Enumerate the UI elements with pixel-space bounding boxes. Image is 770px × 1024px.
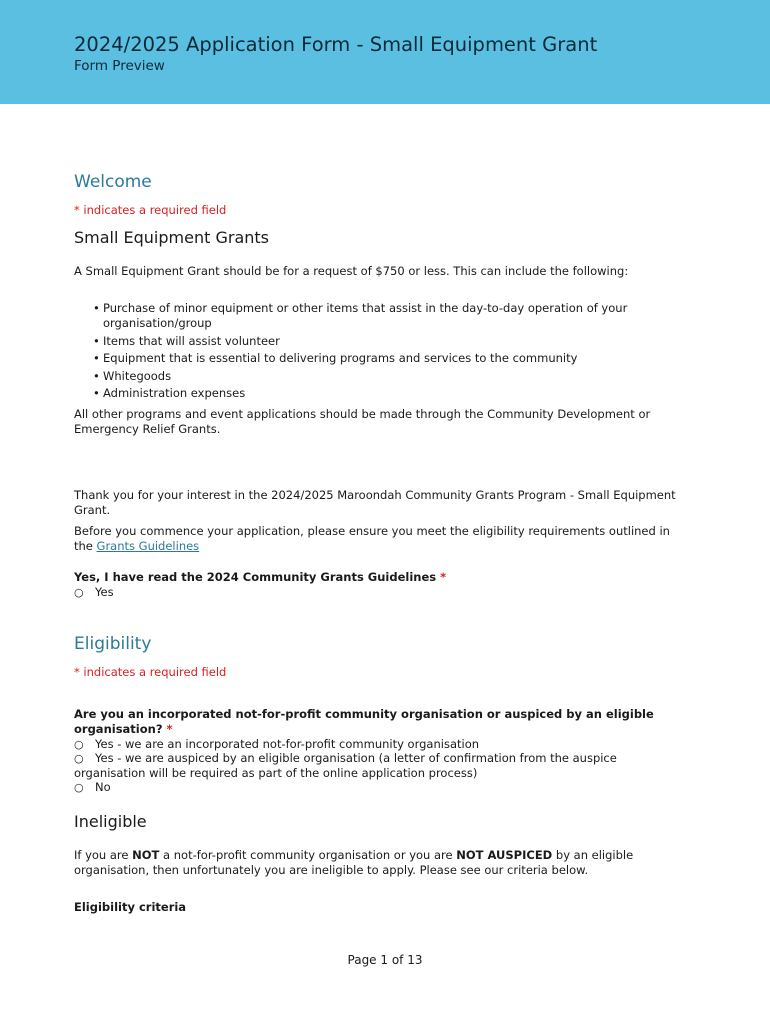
page-number: Page 1 of 13 [347, 953, 423, 967]
radio-option-incorporated[interactable] [74, 737, 689, 752]
grants-guidelines-link[interactable]: Grants Guidelines [96, 539, 200, 553]
list-item: • Items that will assist volunteer [93, 334, 683, 349]
list-item: • Purchase of minor equipment or other items that assist in the day-to-day operation of your organisation/group [93, 301, 683, 331]
ineligible-text-part: If you are [74, 848, 133, 862]
small-equipment-heading: Small Equipment Grants [74, 228, 269, 247]
organisation-question [74, 707, 679, 737]
required-field-note: * indicates a required field [74, 665, 227, 679]
radio-option-no[interactable] [74, 780, 689, 795]
eligibility-heading: Eligibility [74, 634, 152, 654]
list-item: • Administration expenses [93, 386, 683, 401]
before-commence-label: Before you commence your application, please ensure you meet the eligibility requirements outlined in the [74, 524, 670, 553]
before-commence-text [74, 524, 689, 554]
guidelines-question [74, 570, 689, 585]
radio-circle-icon[interactable]: ○ [74, 752, 84, 765]
radio-option-label: No [95, 780, 111, 794]
required-star: * [440, 570, 447, 584]
radio-option-label: Yes [95, 585, 114, 599]
ineligible-heading: Ineligible [74, 812, 147, 831]
thank-you-text: Thank you for your interest in the 2024/2025 Maroondah Community Grants Program - Small Equipment Grant. [74, 488, 676, 517]
radio-option-label: Yes - we are an incorporated not-for-profit community organisation [95, 737, 480, 751]
ineligible-text-part: by an eligible organisation, then unfortunately you are ineligible to apply. Please see our criteria below. [74, 848, 634, 877]
radio-option-auspiced[interactable] [74, 751, 674, 781]
radio-circle-icon[interactable]: ○ [74, 781, 84, 794]
radio-option-label: Yes - we are auspiced by an eligible organisation (a letter of confirmation from the auspice organisation will be required as part of the online application process) [74, 751, 617, 780]
required-field-note: * indicates a required field [74, 203, 227, 217]
equipment-list [93, 301, 683, 404]
form-title: 2024/2025 Application Form - Small Equipment Grant [74, 33, 598, 56]
list-item: • Equipment that is essential to delivering programs and services to the community [93, 351, 683, 366]
ineligible-bold-not-auspiced: NOT AUSPICED [456, 848, 553, 862]
welcome-heading: Welcome [74, 172, 152, 192]
page-header [0, 0, 770, 104]
ineligible-bold-not: NOT [132, 848, 160, 862]
intro-text: A Small Equipment Grant should be for a request of $750 or less. This can include the following: [74, 264, 629, 278]
guidelines-question-label: Yes, I have read the 2024 Community Grants Guidelines [74, 570, 441, 584]
list-item: • Whitegoods [93, 369, 683, 384]
form-subtitle: Form Preview [74, 58, 165, 74]
radio-option-yes[interactable] [74, 585, 689, 600]
other-programs-text: All other programs and event applications should be made through the Community Development or Emergency Relief Grants. [74, 407, 651, 436]
radio-circle-icon[interactable]: ○ [74, 586, 84, 599]
organisation-question-label: Are you an incorporated not-for-profit community organisation or auspiced by an eligible organisation? [74, 707, 654, 736]
radio-circle-icon[interactable]: ○ [74, 738, 84, 751]
eligibility-criteria-label: Eligibility criteria [74, 900, 187, 914]
ineligible-text [74, 848, 674, 878]
required-star: * [166, 722, 173, 736]
ineligible-text-part: a not-for-profit community organisation or you are [159, 848, 457, 862]
